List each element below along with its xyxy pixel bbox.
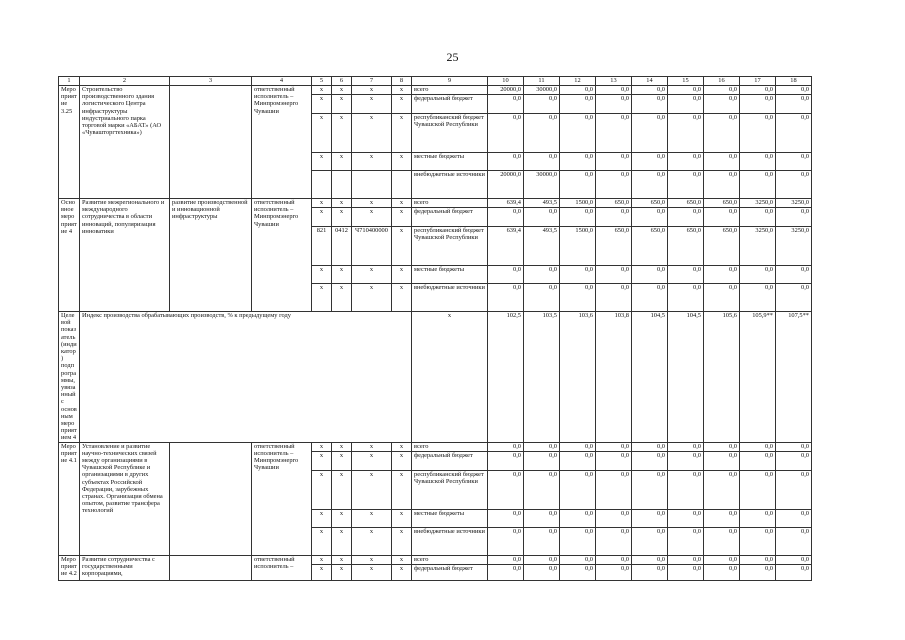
value-cell: 0,0 — [524, 564, 560, 580]
code-grbs: x — [312, 86, 332, 95]
code-expense-group: x — [392, 95, 412, 114]
code-grbs: x — [312, 470, 332, 509]
value-cell: 0,0 — [524, 555, 560, 564]
funding-source: республиканский бюджет Чувашской Республики — [412, 227, 488, 266]
code-target-article: x — [352, 509, 392, 527]
indicator-value: 105,9** — [740, 312, 776, 443]
value-cell: 0,0 — [776, 509, 812, 527]
code-grbs: x — [312, 284, 332, 312]
value-cell: 0,0 — [596, 95, 632, 114]
column-number-17: 17 — [740, 77, 776, 86]
value-cell: 0,0 — [560, 95, 596, 114]
column-number-15: 15 — [668, 77, 704, 86]
code-section: x — [332, 86, 352, 95]
code-section — [332, 171, 352, 199]
funding-source: внебюджетные источники — [412, 527, 488, 555]
code-target-article: x — [352, 284, 392, 312]
indicator-value: 102,5 — [488, 312, 524, 443]
value-cell: 0,0 — [668, 86, 704, 95]
code-expense-group: x — [392, 509, 412, 527]
indicator-text: Индекс производства обрабатывающих производств, % к предыдущему году — [80, 312, 412, 443]
code-expense-group: x — [392, 555, 412, 564]
value-cell: 0,0 — [560, 171, 596, 199]
value-cell: 0,0 — [668, 564, 704, 580]
indicator-value: 103,5 — [524, 312, 560, 443]
value-cell: 0,0 — [632, 564, 668, 580]
code-section: x — [332, 95, 352, 114]
code-section: x — [332, 451, 352, 470]
value-cell: 0,0 — [740, 509, 776, 527]
code-section: 0412 — [332, 227, 352, 266]
code-section: x — [332, 442, 352, 451]
value-cell: 0,0 — [596, 509, 632, 527]
value-cell: 0,0 — [776, 153, 812, 171]
value-cell: 0,0 — [524, 442, 560, 451]
value-cell: 0,0 — [560, 266, 596, 284]
code-expense-group: x — [392, 208, 412, 227]
code-grbs: x — [312, 451, 332, 470]
value-cell: 0,0 — [668, 208, 704, 227]
value-cell: 3250,0 — [740, 199, 776, 208]
header-row — [59, 77, 812, 86]
indicator-value: 103,6 — [560, 312, 596, 443]
value-cell: 0,0 — [776, 451, 812, 470]
value-cell: 0,0 — [776, 266, 812, 284]
code-grbs: x — [312, 199, 332, 208]
value-cell: 0,0 — [740, 284, 776, 312]
code-grbs: x — [312, 555, 332, 564]
code-expense-group: x — [392, 442, 412, 451]
value-cell: 0,0 — [560, 208, 596, 227]
value-cell: 0,0 — [668, 509, 704, 527]
value-cell: 20000,0 — [488, 86, 524, 95]
value-cell: 0,0 — [560, 284, 596, 312]
value-cell: 639,4 — [488, 227, 524, 266]
measure-title: Строительство производственного здания логистического Центра инфраструктуры индустриального парка торговой марки «АБАТ» (АО «Чувашторгтехника») — [80, 86, 170, 199]
value-cell: 0,0 — [704, 86, 740, 95]
column-number-4: 4 — [252, 77, 312, 86]
value-cell: 0,0 — [668, 470, 704, 509]
column-number-6: 6 — [332, 77, 352, 86]
value-cell: 0,0 — [560, 555, 596, 564]
column-number-18: 18 — [776, 77, 812, 86]
code-target-article: x — [352, 114, 392, 153]
code-target-article: x — [352, 208, 392, 227]
value-cell: 30000,0 — [524, 171, 560, 199]
code-section: x — [332, 470, 352, 509]
funding-source: местные бюджеты — [412, 153, 488, 171]
value-cell: 0,0 — [668, 266, 704, 284]
code-section: x — [332, 153, 352, 171]
budget-row — [59, 86, 812, 95]
value-cell: 0,0 — [488, 266, 524, 284]
value-cell: 493,5 — [524, 227, 560, 266]
value-cell: 0,0 — [596, 470, 632, 509]
measure-goal — [170, 86, 252, 199]
column-number-16: 16 — [704, 77, 740, 86]
value-cell: 0,0 — [488, 114, 524, 153]
value-cell: 0,0 — [632, 555, 668, 564]
value-cell: 0,0 — [560, 564, 596, 580]
value-cell: 0,0 — [596, 114, 632, 153]
value-cell: 0,0 — [704, 171, 740, 199]
value-cell: 0,0 — [704, 284, 740, 312]
value-cell: 650,0 — [704, 199, 740, 208]
value-cell: 0,0 — [668, 555, 704, 564]
value-cell: 0,0 — [488, 208, 524, 227]
code-section: x — [332, 284, 352, 312]
column-number-10: 10 — [488, 77, 524, 86]
measure-number: Мероприятие 3.25 — [59, 86, 80, 199]
value-cell: 0,0 — [596, 564, 632, 580]
value-cell: 0,0 — [524, 451, 560, 470]
value-cell: 0,0 — [740, 451, 776, 470]
value-cell: 0,0 — [668, 114, 704, 153]
value-cell: 0,0 — [776, 86, 812, 95]
value-cell: 650,0 — [704, 227, 740, 266]
column-number-2: 2 — [80, 77, 170, 86]
indicator-value: 105,6 — [704, 312, 740, 443]
value-cell: 0,0 — [632, 266, 668, 284]
value-cell: 0,0 — [596, 153, 632, 171]
value-cell: 0,0 — [560, 153, 596, 171]
code-grbs: x — [312, 153, 332, 171]
funding-source: всего — [412, 442, 488, 451]
value-cell: 0,0 — [776, 527, 812, 555]
value-cell: 0,0 — [704, 451, 740, 470]
value-cell: 0,0 — [524, 95, 560, 114]
code-grbs — [312, 171, 332, 199]
value-cell: 0,0 — [488, 470, 524, 509]
value-cell: 0,0 — [488, 284, 524, 312]
code-target-article: x — [352, 564, 392, 580]
value-cell: 0,0 — [740, 442, 776, 451]
value-cell: 0,0 — [524, 284, 560, 312]
value-cell: 0,0 — [704, 114, 740, 153]
value-cell: 0,0 — [740, 527, 776, 555]
funding-source: всего — [412, 555, 488, 564]
value-cell: 0,0 — [704, 95, 740, 114]
value-cell: 0,0 — [776, 470, 812, 509]
measure-executor: ответственный исполнитель – Минпромэнерго Чувашии — [252, 442, 312, 555]
funding-source: всего — [412, 86, 488, 95]
value-cell: 650,0 — [668, 199, 704, 208]
value-cell: 0,0 — [776, 95, 812, 114]
column-number-3: 3 — [170, 77, 252, 86]
value-cell: 0,0 — [668, 284, 704, 312]
value-cell: 0,0 — [704, 527, 740, 555]
column-number-1: 1 — [59, 77, 80, 86]
column-number-12: 12 — [560, 77, 596, 86]
funding-source: федеральный бюджет — [412, 564, 488, 580]
code-target-article: x — [352, 451, 392, 470]
value-cell: 0,0 — [668, 527, 704, 555]
measure-executor: ответственный исполнитель – Минпромэнерго Чувашии — [252, 86, 312, 199]
funding-source: местные бюджеты — [412, 509, 488, 527]
indicator-unit-mark: x — [412, 312, 488, 443]
code-grbs: x — [312, 266, 332, 284]
value-cell: 0,0 — [596, 555, 632, 564]
code-target-article: x — [352, 199, 392, 208]
budget-row — [59, 199, 812, 208]
value-cell: 1500,0 — [560, 199, 596, 208]
funding-source: республиканский бюджет Чувашской Республики — [412, 114, 488, 153]
value-cell: 0,0 — [776, 208, 812, 227]
value-cell: 0,0 — [776, 171, 812, 199]
value-cell: 0,0 — [632, 114, 668, 153]
measure-number: Основное мероприятие 4 — [59, 199, 80, 312]
code-section: x — [332, 509, 352, 527]
code-section: x — [332, 266, 352, 284]
value-cell: 0,0 — [632, 208, 668, 227]
funding-source: федеральный бюджет — [412, 95, 488, 114]
code-target-article: x — [352, 86, 392, 95]
code-expense-group: x — [392, 227, 412, 266]
code-section: x — [332, 555, 352, 564]
value-cell: 3250,0 — [776, 199, 812, 208]
value-cell: 0,0 — [740, 86, 776, 95]
code-grbs: x — [312, 527, 332, 555]
indicator-value: 103,8 — [596, 312, 632, 443]
value-cell: 0,0 — [704, 470, 740, 509]
indicator-label: Целевой показатель (индикатор) подпрограммы, увязанный с основным мероприятием 4 — [59, 312, 80, 443]
code-section: x — [332, 527, 352, 555]
column-number-8: 8 — [392, 77, 412, 86]
column-number-7: 7 — [352, 77, 392, 86]
value-cell: 3250,0 — [740, 227, 776, 266]
value-cell: 0,0 — [632, 451, 668, 470]
code-expense-group: x — [392, 564, 412, 580]
value-cell: 0,0 — [704, 509, 740, 527]
code-expense-group: x — [392, 114, 412, 153]
value-cell: 0,0 — [632, 442, 668, 451]
value-cell: 0,0 — [632, 86, 668, 95]
value-cell: 0,0 — [488, 153, 524, 171]
code-expense-group: x — [392, 153, 412, 171]
value-cell: 0,0 — [668, 451, 704, 470]
column-number-13: 13 — [596, 77, 632, 86]
value-cell: 20000,0 — [488, 171, 524, 199]
value-cell: 0,0 — [488, 451, 524, 470]
measure-goal: развитие производственной и инновационной инфраструктуры — [170, 199, 252, 312]
measure-title: Установление и развитие научно-технических связей между организациями в Чувашской Республике и организациями в других субъектах Российской Федерации, зарубежных странах. Организация обмена опытом, развитие трансфера технологий — [80, 442, 170, 555]
value-cell: 1500,0 — [560, 227, 596, 266]
value-cell: 0,0 — [524, 153, 560, 171]
code-grbs: x — [312, 208, 332, 227]
measure-goal — [170, 555, 252, 580]
value-cell: 0,0 — [596, 284, 632, 312]
value-cell: 30000,0 — [524, 86, 560, 95]
code-section: x — [332, 564, 352, 580]
value-cell: 0,0 — [668, 442, 704, 451]
code-grbs: x — [312, 442, 332, 451]
value-cell: 0,0 — [668, 153, 704, 171]
code-expense-group: x — [392, 527, 412, 555]
measure-number: Мероприятие 4.1 — [59, 442, 80, 555]
funding-source: федеральный бюджет — [412, 451, 488, 470]
value-cell: 0,0 — [596, 171, 632, 199]
value-cell: 0,0 — [524, 527, 560, 555]
code-expense-group: x — [392, 284, 412, 312]
value-cell: 0,0 — [704, 153, 740, 171]
value-cell: 0,0 — [668, 171, 704, 199]
value-cell: 0,0 — [632, 153, 668, 171]
value-cell: 3250,0 — [776, 227, 812, 266]
value-cell: 0,0 — [560, 470, 596, 509]
value-cell: 0,0 — [596, 527, 632, 555]
code-section: x — [332, 114, 352, 153]
value-cell: 0,0 — [596, 266, 632, 284]
value-cell: 0,0 — [740, 555, 776, 564]
measure-title: Развитие сотрудничества с государственными корпорациями, — [80, 555, 170, 580]
value-cell: 0,0 — [488, 564, 524, 580]
code-target-article: x — [352, 95, 392, 114]
value-cell: 493,5 — [524, 199, 560, 208]
value-cell: 0,0 — [704, 555, 740, 564]
value-cell: 0,0 — [488, 95, 524, 114]
value-cell: 0,0 — [596, 451, 632, 470]
budget-table — [58, 76, 812, 581]
value-cell: 0,0 — [704, 266, 740, 284]
code-target-article: Ч710400000 — [352, 227, 392, 266]
value-cell: 0,0 — [488, 555, 524, 564]
value-cell: 650,0 — [596, 199, 632, 208]
value-cell: 0,0 — [632, 470, 668, 509]
value-cell: 0,0 — [560, 451, 596, 470]
value-cell: 0,0 — [596, 208, 632, 227]
value-cell: 0,0 — [488, 509, 524, 527]
indicator-row — [59, 312, 812, 443]
value-cell: 0,0 — [740, 153, 776, 171]
code-expense-group: x — [392, 451, 412, 470]
page-number: 25 — [446, 50, 459, 64]
value-cell: 0,0 — [560, 509, 596, 527]
budget-row — [59, 442, 812, 451]
value-cell: 0,0 — [596, 442, 632, 451]
value-cell: 0,0 — [524, 266, 560, 284]
column-number-11: 11 — [524, 77, 560, 86]
code-expense-group: x — [392, 199, 412, 208]
value-cell: 0,0 — [740, 95, 776, 114]
value-cell: 0,0 — [776, 114, 812, 153]
code-target-article: x — [352, 153, 392, 171]
value-cell: 0,0 — [560, 86, 596, 95]
measure-title: Развитие межрегионального и международного сотрудничества в области инноваций, популяризация инноватики — [80, 199, 170, 312]
code-grbs: x — [312, 564, 332, 580]
value-cell: 650,0 — [632, 227, 668, 266]
code-grbs: 821 — [312, 227, 332, 266]
code-expense-group — [392, 171, 412, 199]
funding-source: внебюджетные источники — [412, 171, 488, 199]
value-cell: 0,0 — [632, 284, 668, 312]
value-cell: 0,0 — [632, 527, 668, 555]
code-target-article: x — [352, 527, 392, 555]
code-target-article: x — [352, 266, 392, 284]
code-target-article — [352, 171, 392, 199]
value-cell: 0,0 — [740, 564, 776, 580]
value-cell: 0,0 — [560, 442, 596, 451]
measure-executor: ответственный исполнитель – — [252, 555, 312, 580]
value-cell: 0,0 — [524, 114, 560, 153]
code-expense-group: x — [392, 266, 412, 284]
value-cell: 0,0 — [704, 442, 740, 451]
value-cell: 650,0 — [632, 199, 668, 208]
value-cell: 0,0 — [524, 208, 560, 227]
value-cell: 0,0 — [632, 509, 668, 527]
value-cell: 0,0 — [776, 564, 812, 580]
value-cell: 0,0 — [560, 527, 596, 555]
value-cell: 0,0 — [632, 95, 668, 114]
indicator-value: 104,5 — [668, 312, 704, 443]
funding-source: федеральный бюджет — [412, 208, 488, 227]
value-cell: 0,0 — [488, 442, 524, 451]
value-cell: 0,0 — [740, 470, 776, 509]
value-cell: 0,0 — [740, 171, 776, 199]
value-cell: 0,0 — [596, 86, 632, 95]
value-cell: 0,0 — [632, 171, 668, 199]
value-cell: 0,0 — [668, 95, 704, 114]
value-cell: 0,0 — [740, 114, 776, 153]
value-cell: 0,0 — [704, 564, 740, 580]
value-cell: 0,0 — [704, 208, 740, 227]
value-cell: 0,0 — [488, 527, 524, 555]
value-cell: 0,0 — [776, 442, 812, 451]
value-cell: 0,0 — [524, 509, 560, 527]
value-cell: 0,0 — [740, 266, 776, 284]
code-section: x — [332, 208, 352, 227]
code-grbs: x — [312, 509, 332, 527]
code-target-article: x — [352, 442, 392, 451]
code-expense-group: x — [392, 86, 412, 95]
column-number-5: 5 — [312, 77, 332, 86]
indicator-value: 104,5 — [632, 312, 668, 443]
value-cell: 0,0 — [776, 555, 812, 564]
code-grbs: x — [312, 114, 332, 153]
indicator-value: 107,5** — [776, 312, 812, 443]
value-cell: 650,0 — [668, 227, 704, 266]
funding-source: республиканский бюджет Чувашской Республики — [412, 470, 488, 509]
value-cell: 639,4 — [488, 199, 524, 208]
code-grbs: x — [312, 95, 332, 114]
column-number-9: 9 — [412, 77, 488, 86]
value-cell: 0,0 — [524, 470, 560, 509]
value-cell: 650,0 — [596, 227, 632, 266]
value-cell: 0,0 — [560, 114, 596, 153]
column-number-14: 14 — [632, 77, 668, 86]
measure-executor: ответственный исполнитель – Минпромэнерго Чувашии — [252, 199, 312, 312]
funding-source: всего — [412, 199, 488, 208]
code-target-article: x — [352, 555, 392, 564]
measure-goal — [170, 442, 252, 555]
value-cell: 0,0 — [776, 284, 812, 312]
budget-row — [59, 555, 812, 564]
code-target-article: x — [352, 470, 392, 509]
value-cell: 0,0 — [740, 208, 776, 227]
funding-source: местные бюджеты — [412, 266, 488, 284]
code-section: x — [332, 199, 352, 208]
measure-number: Мероприятие 4.2 — [59, 555, 80, 580]
funding-source: внебюджетные источники — [412, 284, 488, 312]
code-expense-group: x — [392, 470, 412, 509]
